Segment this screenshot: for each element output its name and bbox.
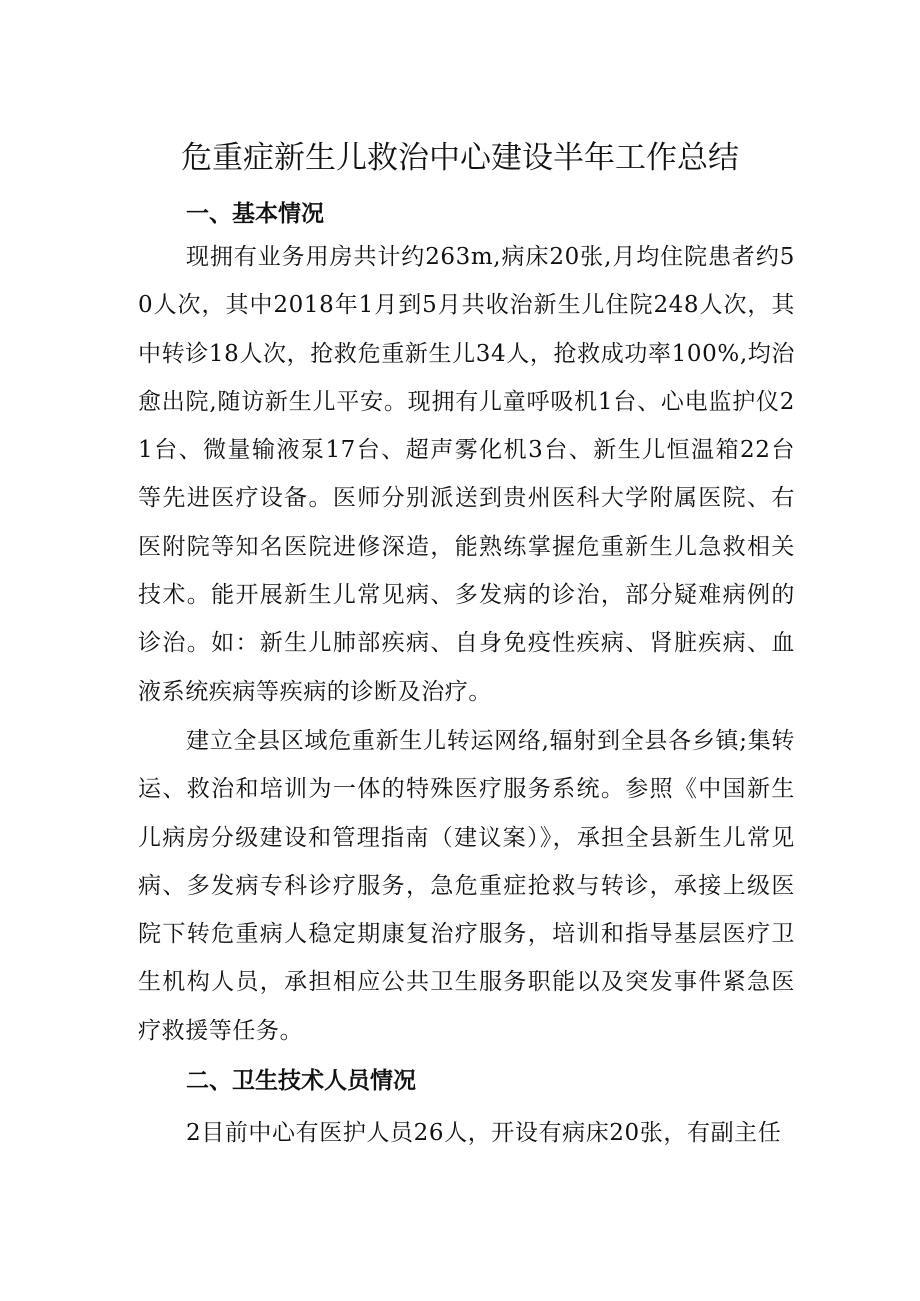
paragraph-basic-info-2: 建立全县区域危重新生儿转运网络,辐射到全县各乡镇;集转运、救治和培训为一体的特殊医疗服务系统。参照《中国新生儿病房分级建设和管理指南（建议案）》，承担全县新生儿常见病、多发病专科诊疗服务，急危重症抢救与转诊，承接上级医院下转危重病人稳定期康复治疗服务，培训和指导基层医疗卫生机构人员，承担相应公共卫生服务职能以及突发事件紧急医疗救援等任务。 — [138, 728, 795, 1044]
section-heading-staff: 二、卫生技术人员情况 — [186, 1068, 416, 1094]
paragraph-staff-1: 2目前中心有医护人员26人，开设有病床20张，有副主任 — [186, 1120, 782, 1146]
paragraph-basic-info-1: 现拥有业务用房共计约263m,病床20张,月均住院患者约50人次，其中2018年1月到5月共收治新生儿住院248人次，其中转诊18人次，抢救危重新生儿34人，抢救成功率100%,均治愈出院,随访新生儿平安。现拥有儿童呼吸机1台、心电监护仪21台、微量输液泵17台、超声雾化机3台、新生儿恒温箱22台等先进医疗设备。医师分别派送到贵州医科大学附属医院、右医附院等知名医院进修深造，能熟练掌握危重新生儿急救相关技术。能开展新生儿常见病、多发病的诊治，部分疑难病例的诊治。如：新生儿肺部疾病、自身免疫性疾病、肾脏疾病、血液系统疾病等疾病的诊断及治疗。 — [138, 244, 795, 705]
section-heading-basic-info: 一、基本情况 — [186, 201, 324, 227]
document-title: 危重症新生儿救治中心建设半年工作总结 — [181, 140, 739, 176]
